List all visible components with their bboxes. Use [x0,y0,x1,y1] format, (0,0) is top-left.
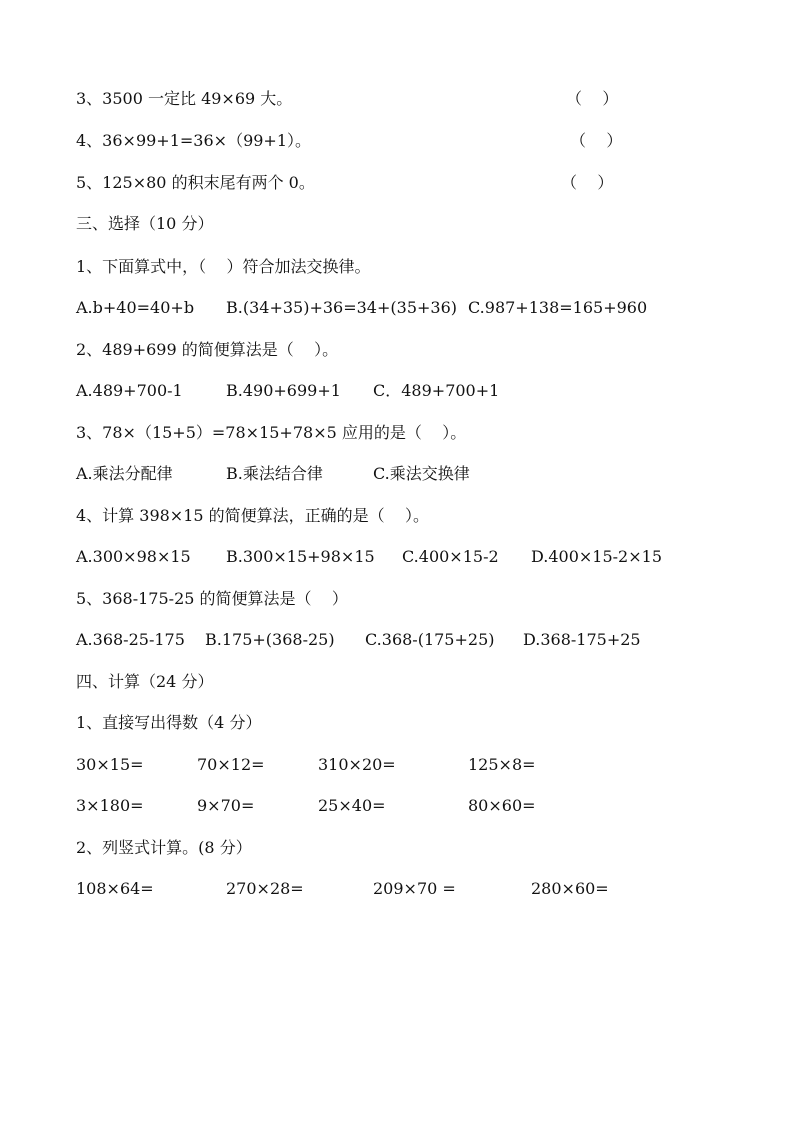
choice-q4-option-a: A.300×98×15 [76,547,191,566]
judgment-item-5: 5、125×80 的积末尾有两个 0。 [76,173,315,192]
choice-q3-option-a: A.乘法分配律 [76,464,173,483]
choice-q1-option-c: C.987+138=165+960 [468,298,648,317]
choice-q2-option-c: C．489+700+1 [373,381,500,400]
choice-q4-stem: 4、计算 398×15 的简便算法，正确的是（ ）。 [76,506,430,525]
choice-q2-stem: 2、489+699 的简便算法是（ ）。 [76,340,339,359]
choice-q4-option-b: B.300×15+98×15 [226,547,375,566]
mental-calc-item: 3×180= [76,796,144,815]
calc-part1-title: 1、直接写出得数（4 分） [76,713,262,732]
choice-q3-option-b: B.乘法结合律 [226,464,323,483]
choice-q3-option-c: C.乘法交换律 [373,464,470,483]
mental-calc-item: 310×20= [318,755,396,774]
mental-calc-item: 80×60= [468,796,536,815]
mental-calc-item: 30×15= [76,755,144,774]
choice-q4-option-c: C.400×15-2 [402,547,499,566]
choice-q5-option-a: A.368-25-175 [76,630,185,649]
choice-q1-option-b: B.(34+35)+36=34+(35+36) [226,298,457,317]
answer-blank-5: （ ） [561,173,614,192]
choice-q1-option-a: A.b+40=40+b [76,298,195,317]
judgment-item-3: 3、3500 一定比 49×69 大。 [76,89,293,108]
vertical-calc-item: 209×70 = [373,879,456,898]
mental-calc-item: 9×70= [197,796,255,815]
calc-part2-title: 2、列竖式计算。(8 分） [76,838,252,857]
mental-calc-item: 125×8= [468,755,536,774]
choice-q1-stem: 1、下面算式中，（ ）符合加法交换律。 [76,257,371,276]
choice-q5-option-d: D.368-175+25 [523,630,641,649]
choice-q5-stem: 5、368-175-25 的简便算法是（ ） [76,589,348,608]
choice-q2-option-a: A.489+700-1 [76,381,183,400]
vertical-calc-item: 108×64= [76,879,154,898]
choice-q3-stem: 3、78×（15+5）=78×15+78×5 应用的是（ ）。 [76,423,467,442]
answer-blank-4: （ ） [570,131,623,150]
choice-q5-option-b: B.175+(368-25) [205,630,335,649]
choice-q2-option-b: B.490+699+1 [226,381,341,400]
mental-calc-item: 25×40= [318,796,386,815]
vertical-calc-item: 270×28= [226,879,304,898]
vertical-calc-item: 280×60= [531,879,609,898]
mental-calc-item: 70×12= [197,755,265,774]
section-heading-choice: 三、选择（10 分） [76,214,214,233]
judgment-item-4: 4、36×99+1=36×（99+1）。 [76,131,312,150]
choice-q4-option-d: D.400×15-2×15 [531,547,662,566]
section-heading-calc: 四、计算（24 分） [76,672,214,691]
answer-blank-3: （ ） [566,89,619,108]
choice-q5-option-c: C.368-(175+25) [365,630,495,649]
